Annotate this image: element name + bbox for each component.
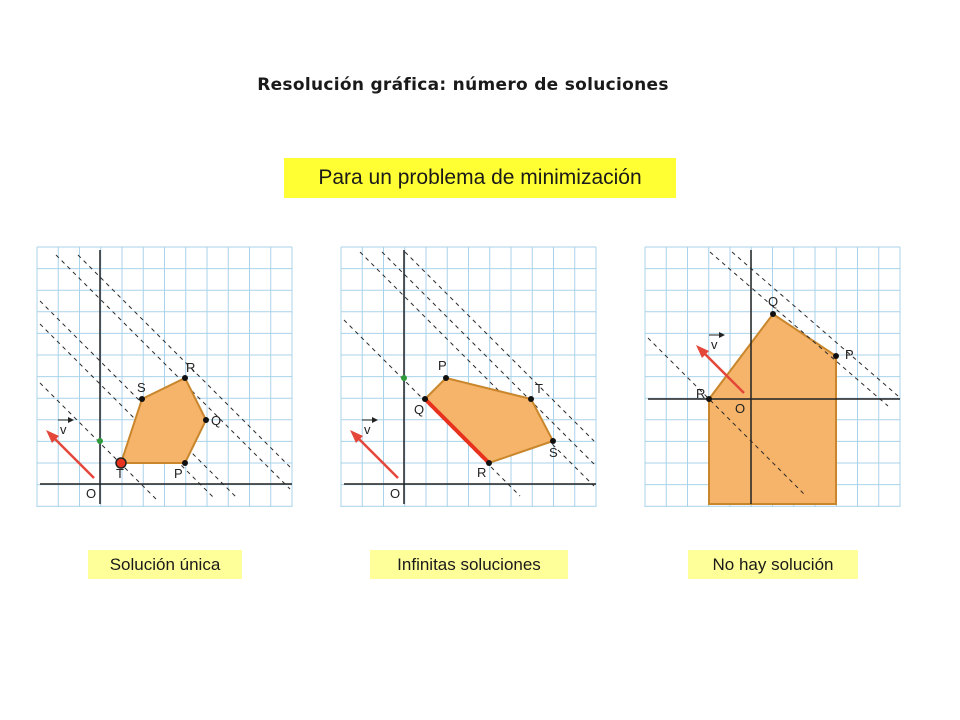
vector-v-label: v (364, 422, 371, 437)
page-title: Resolución gráfica: número de soluciones (257, 75, 669, 95)
vector-v-label: v (60, 422, 67, 437)
vertex-label-S: S (137, 380, 146, 395)
origin-label: O (390, 486, 401, 501)
vertex-label-Q: Q (768, 294, 779, 309)
vertex-R (706, 396, 712, 402)
caption-no-solution: No hay solución (688, 550, 858, 579)
graph-infinite-solutions (340, 246, 598, 508)
caption-infinite-solutions: Infinitas soluciones (370, 550, 568, 579)
green-marker (401, 375, 407, 381)
vertex-R (486, 460, 492, 466)
grid (36, 246, 294, 508)
vertex-label-Q: Q (211, 413, 222, 428)
vertex-T (528, 396, 534, 402)
vertex-label-P: P (438, 358, 447, 373)
origin-label: O (735, 401, 746, 416)
vertex-R (182, 375, 188, 381)
origin-label: O (86, 486, 97, 501)
vertex-label-P: P (174, 466, 183, 481)
vertex-label-P: P (845, 347, 854, 362)
caption-unique-solution: Solución única (88, 550, 242, 579)
vertex-Q (203, 417, 209, 423)
graph-panel-infinite-solutions (340, 246, 598, 508)
vector-v-label: v (711, 337, 718, 352)
vertex-label-T: T (116, 466, 124, 481)
vertex-label-R: R (186, 360, 196, 375)
vertex-P (182, 460, 188, 466)
vertex-label-Q: Q (414, 402, 425, 417)
subtitle-banner: Para un problema de minimización (284, 158, 676, 198)
vertex-P (443, 375, 449, 381)
vertex-P (833, 353, 839, 359)
grid (340, 246, 598, 508)
vertex-label-R: R (696, 386, 706, 401)
green-marker (97, 438, 103, 444)
graph-no-solution (644, 246, 902, 508)
vertex-S (550, 438, 556, 444)
graph-panel-no-solution (644, 246, 902, 508)
vertex-label-S: S (549, 445, 558, 460)
vertex-S (139, 396, 145, 402)
vertex-Q (770, 311, 776, 317)
vertex-label-R: R (477, 465, 487, 480)
graph-panel-unique-solution (36, 246, 294, 508)
graph-unique-solution (36, 246, 294, 508)
vertex-label-T: T (535, 381, 543, 396)
